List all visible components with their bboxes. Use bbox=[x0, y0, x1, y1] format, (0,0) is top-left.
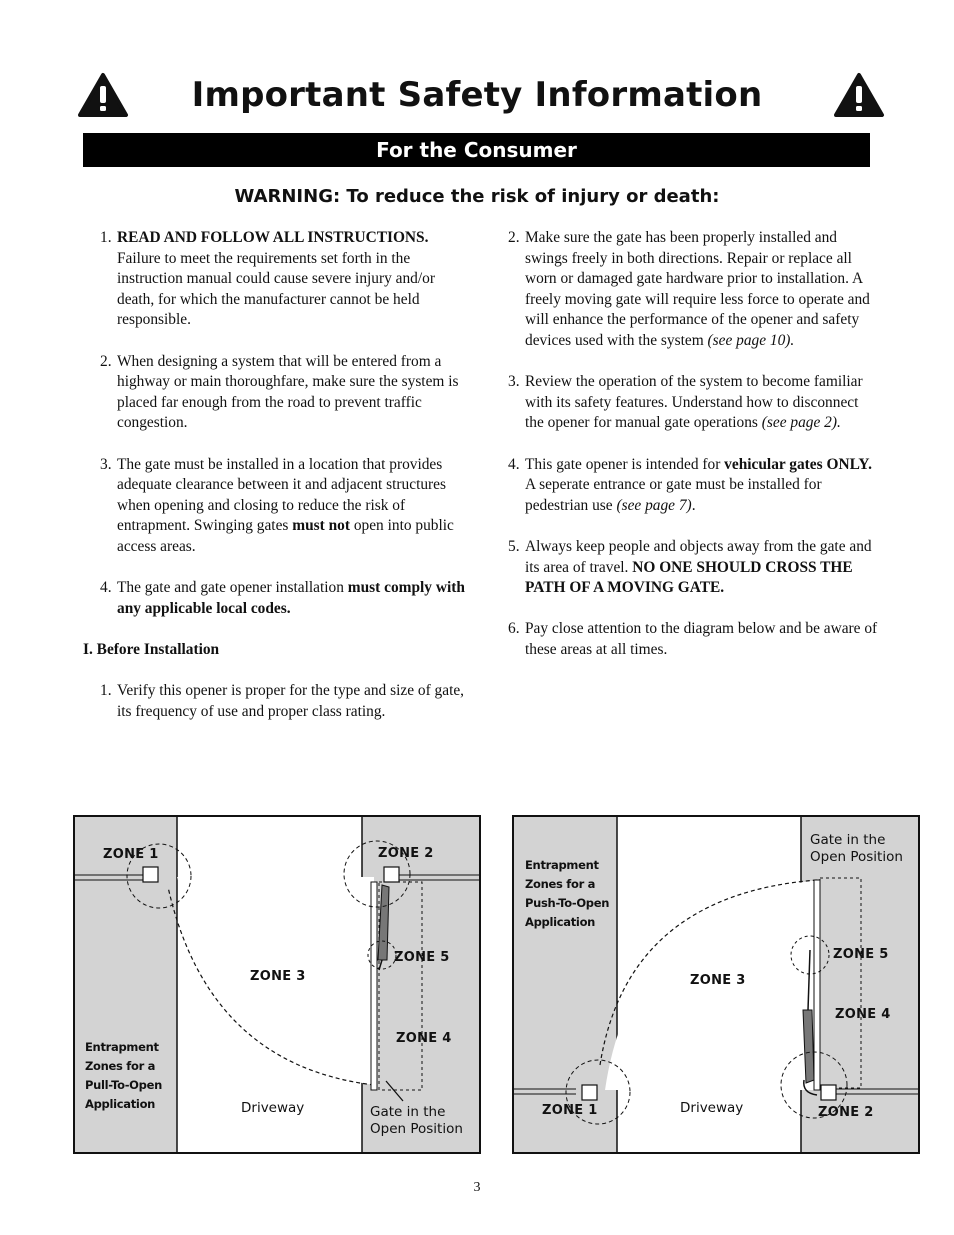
section-banner bbox=[83, 133, 870, 167]
list-item bbox=[100, 352, 470, 434]
item-number: 4. bbox=[100, 579, 112, 597]
item-number: 6. bbox=[508, 620, 520, 638]
list-item bbox=[508, 619, 878, 660]
item-text bbox=[117, 578, 470, 619]
item-body-text: open into public access areas. bbox=[117, 517, 454, 555]
item-bold-text: must not bbox=[292, 517, 350, 535]
item-number: 3. bbox=[508, 373, 520, 391]
item-text bbox=[525, 455, 878, 517]
zone-4-label: ZONE 4 bbox=[396, 1031, 452, 1046]
right-column bbox=[508, 228, 878, 681]
pull-to-open-diagram bbox=[73, 815, 481, 1154]
page-reference: (see page 10). bbox=[707, 331, 795, 349]
gate-label-line-2: Open Position bbox=[370, 1121, 463, 1137]
gate-label-line-1: Gate in the bbox=[370, 1104, 446, 1120]
item-text bbox=[117, 228, 470, 331]
item-body-text: Always keep people and objects away from the gate and its area of travel. bbox=[525, 537, 872, 576]
list-item bbox=[100, 578, 470, 619]
zone-3-label: ZONE 3 bbox=[250, 969, 306, 984]
item-number: 1. bbox=[100, 682, 112, 700]
list-item bbox=[100, 681, 470, 722]
banner-label: For the Consumer bbox=[376, 138, 577, 162]
page-reference: (see page 2). bbox=[761, 414, 841, 432]
entrapment-caption: Entrapment Zones for a Push-To-Open Application bbox=[525, 858, 610, 929]
item-number: 5. bbox=[508, 537, 520, 555]
item-body-text: The gate must be installed in a location that provides adequate clearance between it and adjacent structures when opening and closing to reduce the risk of entrapment. Swinging gates bbox=[117, 455, 447, 535]
item-text bbox=[525, 537, 878, 599]
gate-open-label bbox=[810, 832, 903, 866]
item-bold-text: must comply with any applicable local codes. bbox=[117, 579, 465, 617]
item-text: Verify this opener is proper for the type and size of gate, its frequency of use and proper class rating. bbox=[117, 682, 465, 720]
list-item bbox=[508, 455, 878, 517]
section-heading: I. Before Installation bbox=[83, 640, 220, 658]
warning-heading: WARNING: To reduce the risk of injury or death: bbox=[234, 186, 720, 207]
item-bold-text: vehicular gates ONLY. bbox=[724, 455, 872, 473]
item-body-text: The gate and gate opener installation bbox=[117, 579, 348, 597]
gate-open-label bbox=[370, 1104, 463, 1138]
zone-5-label: ZONE 5 bbox=[394, 950, 450, 965]
item-number: 2. bbox=[100, 352, 112, 370]
page-title: Important Safety Information bbox=[191, 75, 763, 115]
zone-3-label: ZONE 3 bbox=[690, 973, 746, 988]
page-reference: (see page 7) bbox=[616, 496, 692, 514]
item-text: When designing a system that will be entered from a highway or main thoroughfare, make sure the system is placed far enough from the road to prevent traffic congestion. bbox=[117, 352, 459, 432]
item-body-text: Make sure the gate has been properly installed and swings freely in both directions. Repair or replace all worn or damaged gate hardware prior to installation. A freely moving gate will require less force to operate and will enhance the performance of the opener and safety devices used with the system bbox=[525, 229, 870, 349]
item-text bbox=[117, 455, 470, 558]
item-number: 4. bbox=[508, 455, 520, 473]
left-column bbox=[83, 228, 470, 743]
gate-label-line-2: Open Position bbox=[810, 849, 903, 865]
item-bold-text: NO ONE SHOULD CROSS THE PATH OF A MOVING GATE. bbox=[525, 558, 853, 597]
item-body-text: A seperate entrance or gate must be installed for pedestrian use bbox=[525, 476, 822, 514]
zone-2-label: ZONE 2 bbox=[818, 1105, 874, 1120]
page-number: 3 bbox=[473, 1180, 481, 1195]
item-text bbox=[525, 372, 878, 434]
list-item bbox=[508, 537, 878, 599]
item-body-text: Failure to meet the requirements set forth in the instruction manual could cause severe injury and/or death, for which the manufacturer cannot be held responsible. bbox=[117, 249, 435, 329]
list-item bbox=[100, 455, 470, 558]
list-item bbox=[100, 228, 470, 331]
item-number: 2. bbox=[508, 229, 520, 246]
zone-1-label: ZONE 1 bbox=[103, 847, 159, 862]
zone-5-label: ZONE 5 bbox=[833, 947, 889, 962]
push-to-open-diagram bbox=[512, 815, 920, 1154]
item-text: Pay close attention to the diagram below and be aware of these areas at all times. bbox=[525, 620, 878, 658]
zone-1-label: ZONE 1 bbox=[542, 1103, 598, 1118]
item-body-text: This gate opener is intended for bbox=[525, 455, 725, 473]
driveway-label: Driveway bbox=[680, 1100, 744, 1116]
item-body-text: . bbox=[691, 496, 696, 514]
item-bold-text: READ AND FOLLOW ALL INSTRUCTIONS. bbox=[117, 229, 429, 246]
item-number: 1. bbox=[100, 229, 112, 246]
item-body-text: Review the operation of the system to become familiar with its safety features. Understand how to disconnect the opener for manual gate operations bbox=[525, 373, 863, 432]
item-number: 3. bbox=[100, 455, 112, 473]
list-item bbox=[508, 372, 878, 434]
gate-label-line-1: Gate in the bbox=[810, 832, 886, 848]
list-item bbox=[508, 228, 878, 352]
item-text bbox=[525, 228, 878, 352]
zone-4-label: ZONE 4 bbox=[835, 1007, 891, 1022]
zone-2-label: ZONE 2 bbox=[378, 846, 434, 861]
entrapment-caption: Entrapment Zones for a Pull-To-Open Application bbox=[85, 1040, 162, 1111]
driveway-label: Driveway bbox=[241, 1100, 305, 1116]
